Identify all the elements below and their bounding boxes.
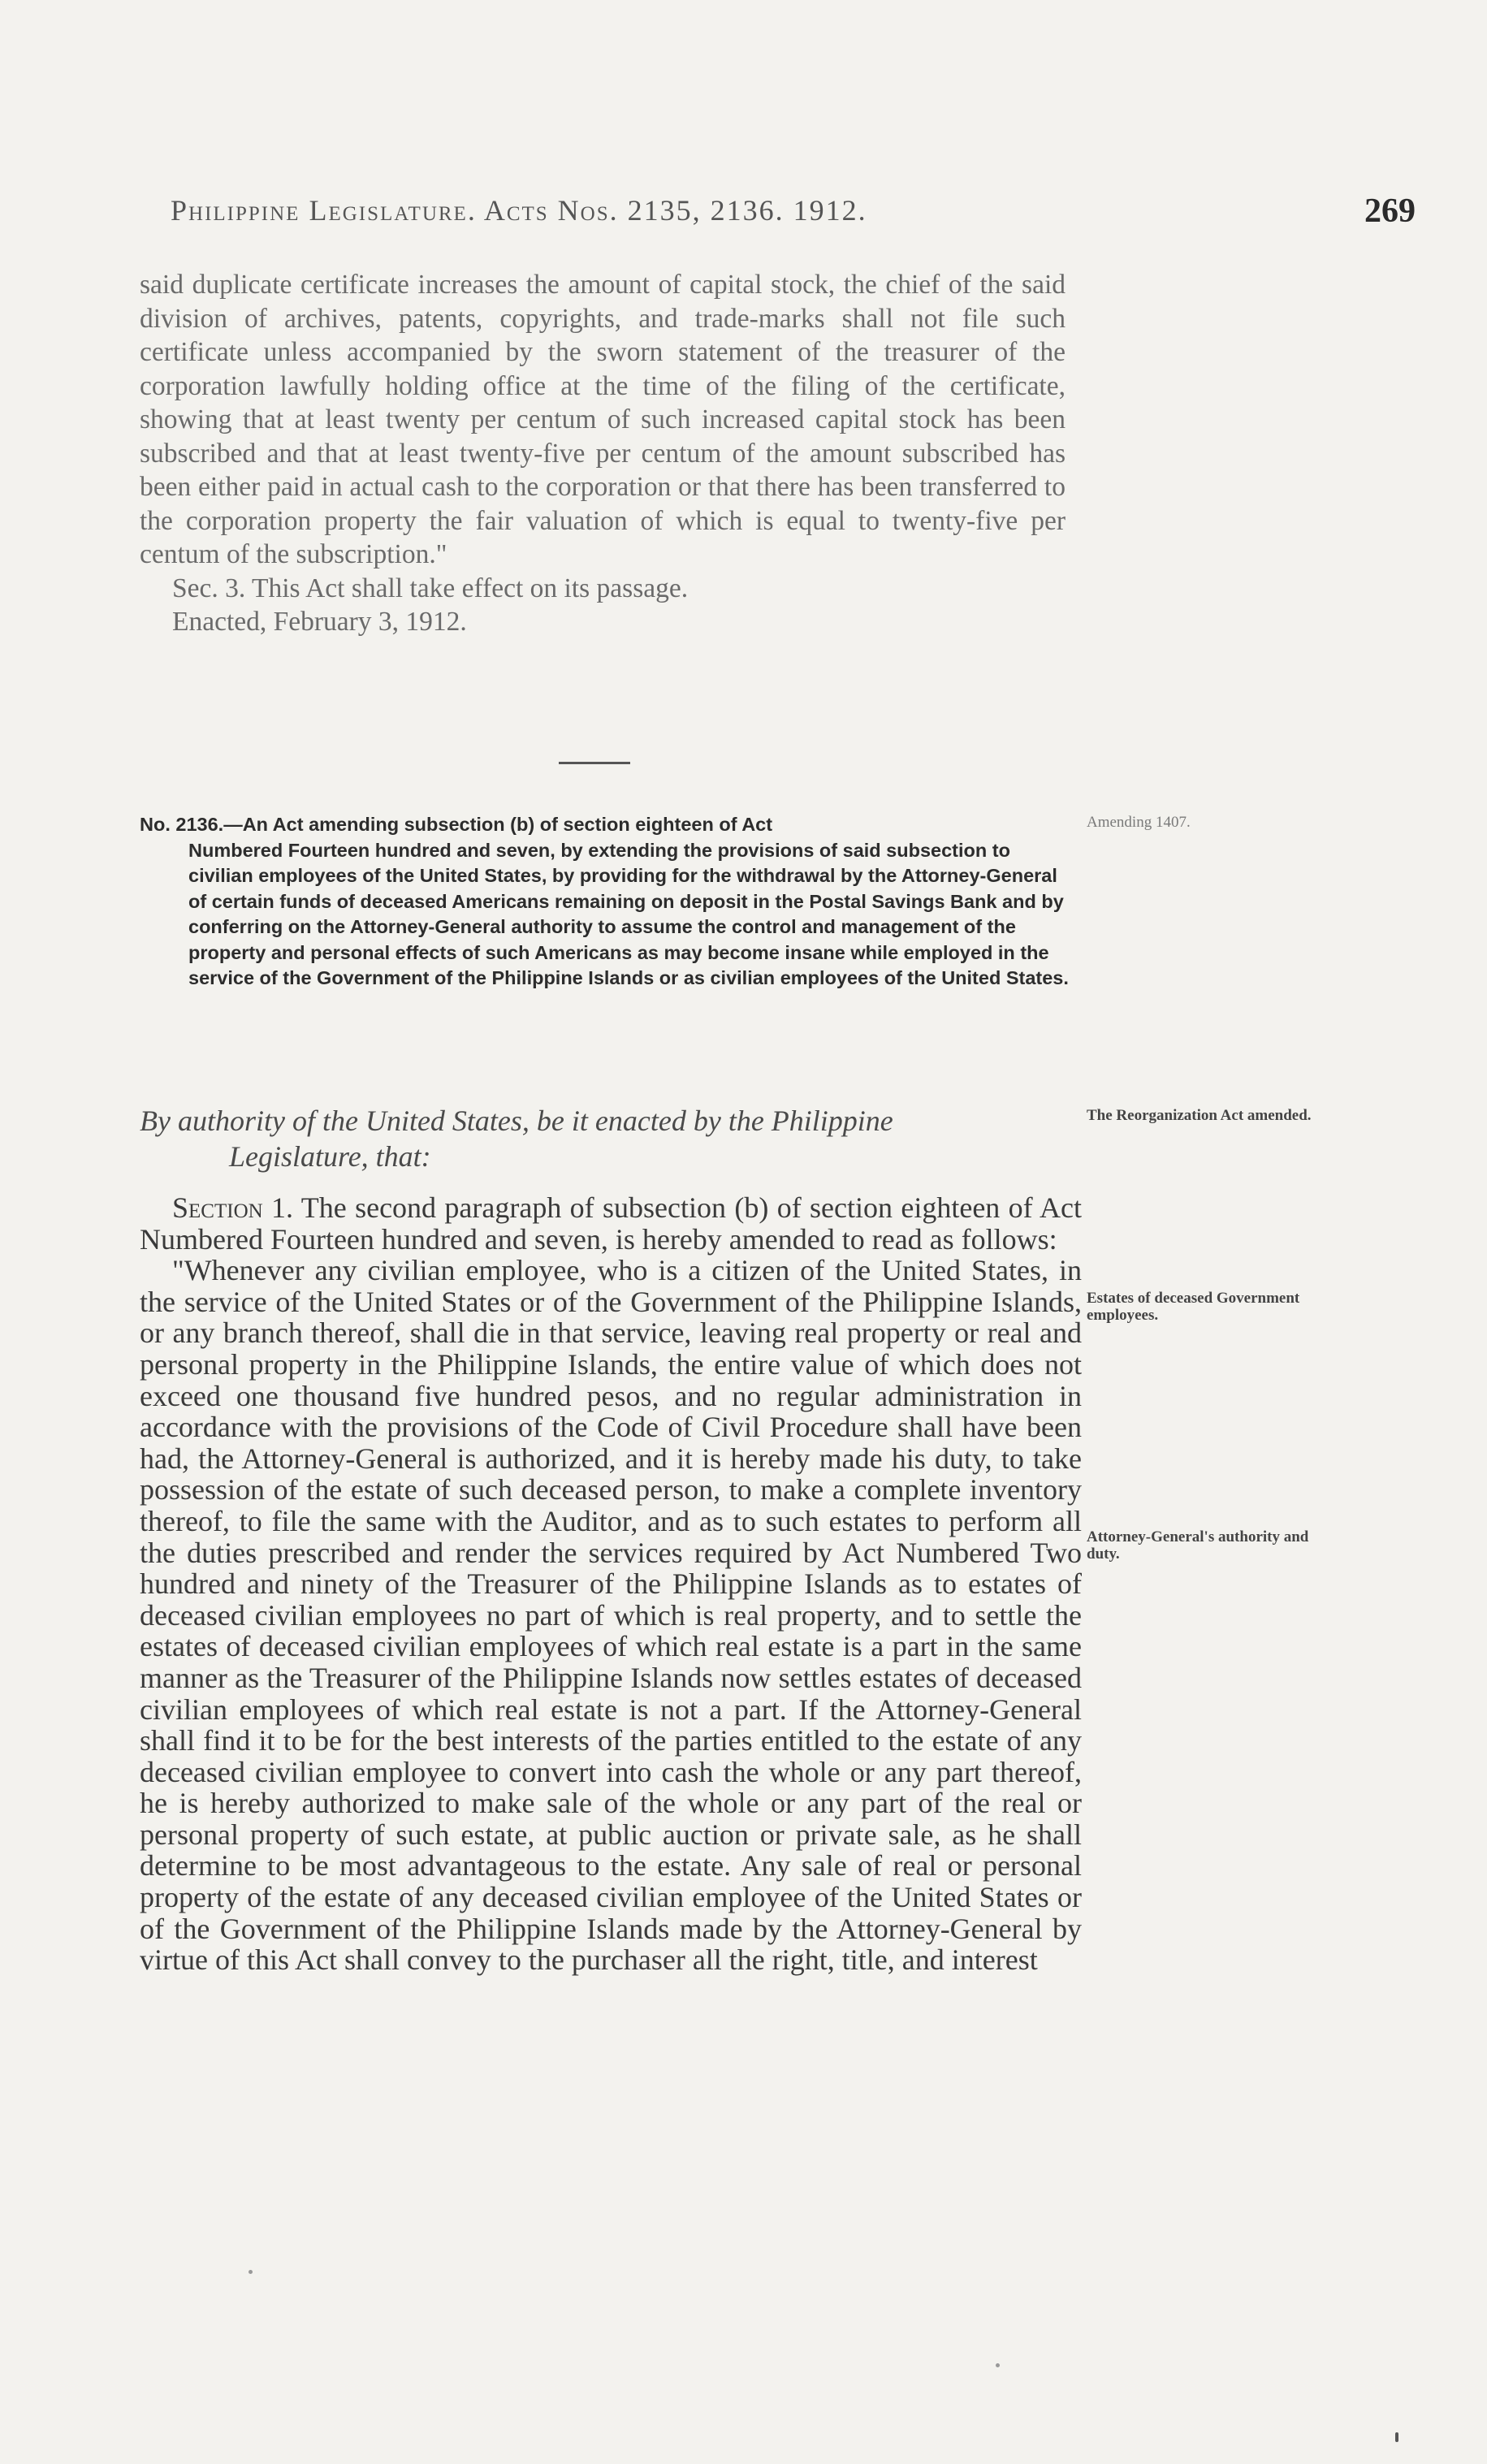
- section-1-paragraph: [140, 1192, 1082, 1255]
- margin-note-amending: Amending 1407.: [1087, 814, 1191, 831]
- prior-act-continuation: [140, 268, 1066, 639]
- paper-speck: [996, 2363, 1000, 2367]
- act-title: [140, 812, 1070, 992]
- page-number: 269: [1364, 192, 1416, 230]
- act-title-rest: Numbered Fourteen hundred and seven, by extending the provisions of said subsection to civilian employees of the United States, by providing for the withdrawal by the Attorney-General of certain funds of deceased Americans remaining on deposit in the Postal Savings Bank and by conferring on the Attorney-General authority to assume the control and management of the property and personal effects of such Americans as may become insane while employed in the service of the Government of the Philippine Islands or as civilian employees of the United States.: [188, 839, 1069, 988]
- section-1: [140, 1192, 1082, 1976]
- section-divider: [559, 762, 630, 764]
- section-1-text: The second paragraph of subsection (b) of section eighteen of Act Numbered Fourteen hundred and seven, is hereby amended to read as follows:: [140, 1191, 1083, 1256]
- section-3: Sec. 3. This Act shall take effect on its passage.: [172, 573, 689, 603]
- quoted-paragraph: "Whenever any civilian employee, who is a citizen of the United States, in the service of the United States or of the Government of the Philippine Islands, or any branch thereof, shall die in that service, leaving real property or real and personal property in the Philippine Islands, the entire value of which does not exceed one thousand five hundred pesos, and no regular administration in accordance with the provisions of the Code of Civil Procedure shall have been had, the Attorney-General is authorized, and it is hereby made his duty, to take possession of the estate of such deceased person, to make a complete inventory thereof, to file the same with the Auditor, and as to such estates to perform all the duties prescribed and render the services required by Act Numbered Two hundred and ninety of the Treasurer of the Philippine Islands as to estates of deceased civilian employees no part of which is real property, and to settle the estates of deceased civilian employees of which real estate is a part in the same manner as the Treasurer of the Philippine Islands now settles estates of deceased civilian employees of which real estate is not a part. If the Attorney-General shall find it to be for the best interests of the parties entitled to the estate of any deceased civilian employee to convert into cash the whole or any part thereof, he is hereby authorized to make sale of the whole or any part of the real or personal property of such estate, at public auction or private sale, as he shall determine to be most advantageous to the estate. Any sale of real or personal property of the estate of any deceased civilian employee of the United States or of the Government of the Philippine Islands made by the Attorney-General by virtue of this Act shall convey to the purchaser all the right, title, and interest: [140, 1254, 1082, 1977]
- margin-note-reorganization: The Reorganization Act amended.: [1087, 1107, 1312, 1124]
- prior-act-paragraph: said duplicate certificate increases the amount of capital stock, the chief of the said division of archives, patents, copyrights, and trade-marks shall not file such certificate unless accompanied by the sworn statement of the treasurer of the corporation lawfully holding office at the time of the filing of the certificate, showing that at least twenty per centum of such increased capital stock has been subscribed and that at least twenty-five per centum of the amount subscribed has been either paid in actual cash to the corporation or that there has been transferred to the corporation property the fair valuation of which is equal to twenty-five per centum of the subscription.": [140, 270, 1066, 569]
- enacting-clause: [140, 1103, 1066, 1174]
- enacting-clause-cont: Legislature, that:: [229, 1140, 431, 1173]
- act-number: No. 2136.: [140, 814, 224, 835]
- enacted-date: Enacted, February 3, 1912.: [172, 607, 467, 637]
- margin-note-attorney-general: Attorney-General's authority and duty.: [1087, 1528, 1309, 1563]
- margin-note-estates: Estates of deceased Government employees.: [1087, 1290, 1300, 1324]
- act-title-first-line: [140, 812, 1070, 838]
- running-head: Philippine Legislature. Acts Nos. 2135, 2136. 1912.: [171, 194, 867, 227]
- paper-speck: [1395, 2432, 1398, 2442]
- paper-speck: [249, 2270, 253, 2274]
- enacting-clause-first: By authority of the United States, be it enacted by the Philippine: [140, 1104, 893, 1137]
- section-1-label: Section 1.: [172, 1191, 294, 1224]
- act-title-start: —An Act amending subsection (b) of section eighteen of Act: [223, 814, 773, 835]
